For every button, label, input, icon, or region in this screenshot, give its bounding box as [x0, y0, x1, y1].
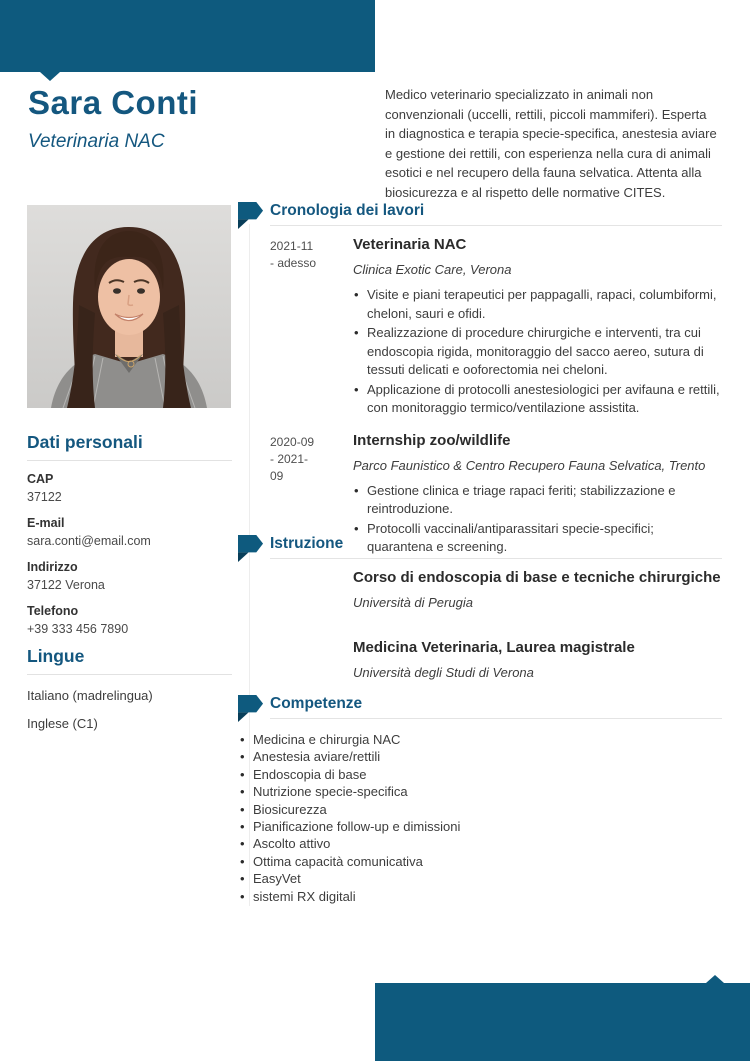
degree-title: Corso di endoscopia di base e tecniche chirurgiche	[353, 569, 721, 586]
date-from: 2020-09	[270, 434, 315, 449]
field-value: +39 333 456 7890	[27, 622, 129, 636]
field-email	[27, 516, 232, 548]
date-to: - adesso	[270, 256, 317, 270]
section-rule	[270, 225, 722, 226]
field-label: Telefono	[27, 604, 79, 618]
bullet-item: • Gestione clinica e triage rapaci feriti; stabilizzazione e reintroduzione.	[353, 482, 722, 519]
section-title: Cronologia dei lavori	[270, 202, 425, 219]
entry-dates	[270, 236, 321, 419]
entry-dates	[270, 639, 321, 689]
personal-data-fields	[27, 472, 232, 636]
education-section	[238, 535, 722, 709]
date-from: 2021-11	[270, 239, 314, 253]
skill-item: • Biosicurezza	[240, 801, 722, 818]
bullet-item: • Realizzazione di procedure chirurgiche e interventi, tra cui endoscopia rigida, monitoraggio del sacco aereo, sutura di tessuti delicati e ooforectomia nei cheloni.	[353, 324, 722, 380]
entry-role: Internship zoo/wildlife	[353, 431, 511, 449]
entry-role: Veterinaria NAC	[353, 236, 467, 253]
section-rule	[270, 718, 722, 719]
flag-banner-icon	[238, 695, 264, 722]
entry-organization: Clinica Exotic Care, Verona	[353, 262, 512, 277]
entry-organization: Parco Faunistico & Centro Recupero Fauna Selvatica, Trento	[353, 457, 706, 473]
education-entry	[238, 639, 722, 689]
field-label: Indirizzo	[27, 560, 78, 574]
personal-data-title: Dati personali	[27, 432, 232, 461]
skills-list	[240, 731, 722, 905]
section-rule	[270, 558, 722, 559]
skill-item: • Ascolto attivo	[240, 835, 722, 852]
flag-banner-icon	[238, 535, 264, 562]
section-title: Competenze	[270, 695, 363, 712]
skills-header	[238, 695, 722, 718]
field-value: 37122 Verona	[27, 578, 105, 592]
skill-item: • Medicina e chirurgia NAC	[240, 731, 722, 748]
skill-item: • sistemi RX digitali	[240, 888, 722, 905]
field-label: CAP	[27, 472, 54, 486]
languages-section	[27, 646, 232, 744]
profile-photo	[27, 205, 231, 408]
top-banner	[0, 0, 375, 72]
skill-item: • Pianificazione follow-up e dimissioni	[240, 818, 722, 835]
school-name: Università di Perugia	[353, 595, 473, 610]
entry-bullets	[353, 286, 722, 418]
section-title: Istruzione	[270, 535, 344, 552]
languages-title: Lingue	[27, 646, 232, 675]
school-name: Università degli Studi di Verona	[353, 665, 534, 680]
top-banner-notch	[40, 72, 60, 81]
bottom-banner-notch	[706, 975, 724, 983]
bullet-item: • Visite e piani terapeutici per pappagalli, rapaci, columbiformi, cheloni, sauri e ofidi.	[353, 286, 722, 323]
entry-dates	[270, 569, 321, 619]
language-item: Inglese (C1)	[27, 716, 98, 731]
skills-section	[238, 695, 722, 905]
field-address	[27, 560, 232, 592]
profile-summary: Medico veterinario specializzato in animali non convenzionali (uccelli, rettili, piccoli mammiferi). Esperta in diagnostica e terapia specie-specifica, anestesia aviare e gestione dei rettili, con esperienza nella cura di animali esotici e nel recupero della fauna selvatica. Attenta alla biosicurezza e al rispetto delle normative CITES.	[385, 87, 717, 200]
language-item: Italiano (madrelingua)	[27, 688, 153, 703]
skill-item: • Nutrizione specie-specifica	[240, 783, 722, 800]
bullet-item: • Applicazione di protocolli anestesiologici per avifauna e rettili, con monitoraggio termico/ventilazione assistita.	[353, 381, 722, 418]
degree-title: Medicina Veterinaria, Laurea magistrale	[353, 639, 635, 656]
personal-data-section	[27, 432, 232, 648]
work-history-header	[238, 202, 722, 225]
field-value: sara.conti@email.com	[27, 534, 151, 548]
field-cap	[27, 472, 232, 504]
skill-item: • Anestesia aviare/rettili	[240, 748, 722, 765]
skill-item: • Endoscopia di base	[240, 766, 722, 783]
candidate-job-title: Veterinaria NAC	[28, 131, 165, 152]
languages-list	[27, 688, 232, 731]
flag-banner-icon	[238, 202, 264, 229]
work-entry	[238, 236, 722, 419]
date-to: - 2021-09	[270, 451, 309, 483]
education-entry	[238, 569, 722, 619]
work-history-section	[238, 202, 722, 571]
field-label: E-mail	[27, 516, 65, 530]
candidate-name: Sara Conti	[28, 84, 199, 121]
education-header	[238, 535, 722, 558]
skill-item: • Ottima capacità comunicativa	[240, 853, 722, 870]
field-phone	[27, 604, 232, 636]
bullet-item: • Protocolli vaccinali/antiparassitari specie-specifici; quarantena e screening.	[353, 520, 722, 557]
bottom-banner	[375, 983, 750, 1061]
field-value: 37122	[27, 490, 62, 504]
skill-item: • EasyVet	[240, 870, 722, 887]
